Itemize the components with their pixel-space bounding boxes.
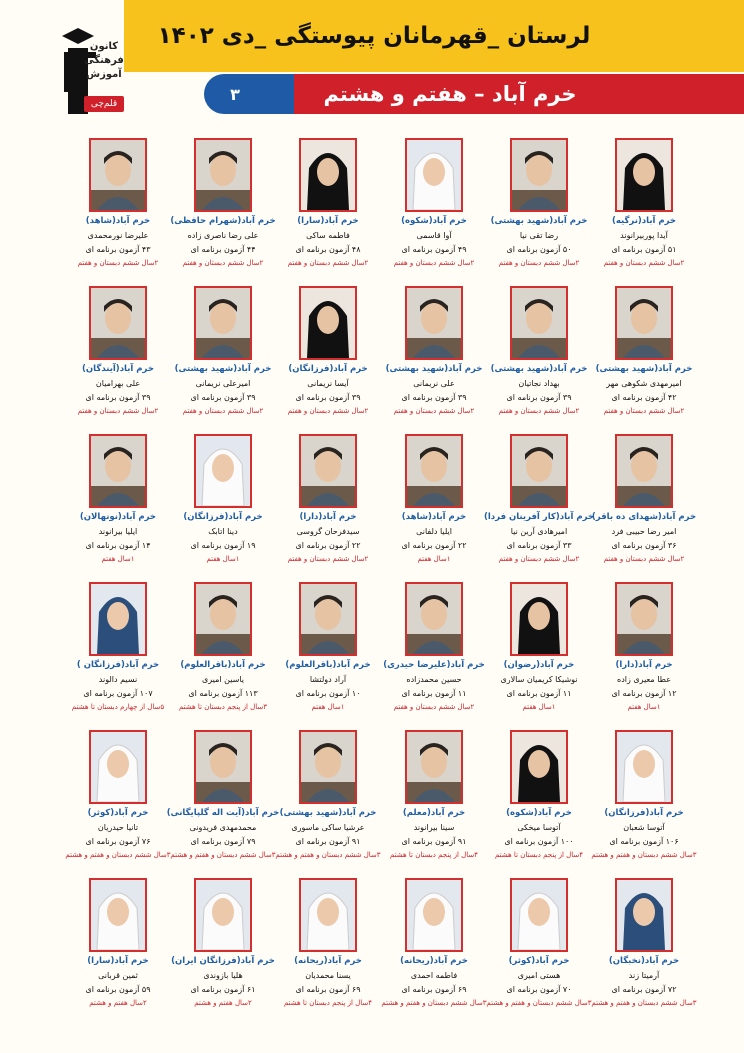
page-number: ۳ — [230, 84, 240, 104]
student-photo — [89, 582, 147, 656]
student-name: آیدا پوربیرانوند — [620, 231, 668, 240]
student-photo — [299, 434, 357, 508]
student-years: ۱سال هفتم — [522, 703, 556, 711]
student-tests: ۱۱ آزمون برنامه ای — [506, 689, 572, 698]
student-years: ۳سال ششم دبستان و هفتم و هشتم — [591, 999, 697, 1007]
student-card — [372, 878, 496, 1007]
student-years: ۳سال ششم دبستان و هفتم و هشتم — [170, 851, 276, 859]
student-years: ۱سال هفتم — [101, 555, 135, 563]
student-name: هلیا بازوندی — [203, 971, 243, 980]
student-photo — [194, 878, 252, 952]
student-years: ۲سال ششم دبستان و هفتم — [498, 259, 580, 267]
student-years: ۲سال ششم دبستان و هفتم — [393, 407, 475, 415]
student-years: ۲سال ششم دبستان و هفتم — [603, 407, 685, 415]
student-years: ۲سال ششم دبستان و هفتم — [287, 407, 369, 415]
student-years: ۳سال ششم دبستان و هفتم و هشتم — [381, 999, 487, 1007]
logo-text: کانون فرهنگی آموزش — [84, 41, 124, 80]
student-tests: ۴۲ آزمون برنامه ای — [611, 393, 677, 402]
student-photo — [615, 730, 673, 804]
student-tests: ۱۱ آزمون برنامه ای — [401, 689, 467, 698]
student-photo — [89, 286, 147, 360]
student-branch: خرم آباد(نخبگان) — [608, 956, 680, 966]
student-tests: ۴۹ آزمون برنامه ای — [401, 245, 467, 254]
student-photo — [299, 582, 357, 656]
student-name: امیرعلی نریمانی — [195, 379, 251, 388]
student-years: ۴سال از پنجم دبستان تا هشتم — [389, 851, 479, 859]
student-years: ۲سال ششم دبستان و هفتم — [182, 407, 264, 415]
student-tests: ۳۹ آزمون برنامه ای — [85, 393, 151, 402]
student-card — [56, 434, 180, 563]
student-branch: خرم آباد(فرزانگان) — [288, 364, 368, 374]
student-years: ۳سال ششم دبستان و هفتم و هشتم — [65, 851, 171, 859]
student-photo — [299, 730, 357, 804]
student-card — [56, 878, 180, 1007]
student-name: آیسا نریمانی — [307, 379, 349, 388]
student-years: ۲سال ششم دبستان و هفتم — [77, 259, 159, 267]
student-years: ۲سال ششم دبستان و هفتم — [393, 703, 475, 711]
student-card — [372, 286, 496, 415]
student-years: ۲سال ششم دبستان و هفتم — [393, 259, 475, 267]
student-photo — [299, 878, 357, 952]
student-photo — [510, 138, 568, 212]
student-card — [372, 138, 496, 267]
student-branch: خرم آباد(شاهد) — [401, 512, 467, 522]
student-photo — [615, 878, 673, 952]
student-branch: خرم آباد(ریحانه) — [294, 956, 362, 966]
student-tests: ۵۹ آزمون برنامه ای — [85, 985, 151, 994]
student-photo — [405, 138, 463, 212]
student-branch: خرم آباد(شهید بهشتی) — [279, 808, 377, 818]
student-years: ۲سال ششم دبستان و هفتم — [498, 555, 580, 563]
student-card — [56, 286, 180, 415]
student-branch: خرم آباد(شکوه) — [401, 216, 467, 226]
student-tests: ۱۰ آزمون برنامه ای — [295, 689, 361, 698]
student-years: ۲سال ششم دبستان و هفتم — [287, 555, 369, 563]
student-tests: ۴۴ آزمون برنامه ای — [190, 245, 256, 254]
student-name: علی نریمانی — [413, 379, 455, 388]
student-tests: ۳۹ آزمون برنامه ای — [506, 393, 572, 402]
student-years: ۴سال از پنجم دبستان تا هشتم — [283, 999, 373, 1007]
student-branch: خرم آباد(معلم) — [402, 808, 466, 818]
student-branch: خرم آباد(شهید بهشتی) — [595, 364, 693, 374]
student-photo — [405, 582, 463, 656]
student-name: تانیا حیدریان — [97, 823, 139, 832]
student-branch: خرم آباد(علیرضا حیدری) — [383, 660, 485, 670]
student-photo — [510, 434, 568, 508]
student-years: ۲سال ششم دبستان و هفتم — [182, 259, 264, 267]
student-name: یاسین امیری — [201, 675, 244, 684]
student-years: ۱سال هفتم — [417, 555, 451, 563]
student-name: هستی امیری — [517, 971, 561, 980]
student-photo — [194, 286, 252, 360]
student-branch: خرم آباد(ریحانه) — [400, 956, 468, 966]
student-tests: ۱۰۶ آزمون برنامه ای — [609, 837, 679, 846]
student-tests: ۱۱۳ آزمون برنامه ای — [188, 689, 258, 698]
student-branch: خرم آباد(رضوان) — [503, 660, 575, 670]
student-branch: خرم آباد(کار آفرینان فردا) — [484, 512, 594, 522]
page-title: لرستان _قهرمانان پیوستگی _دی ۱۴۰۲ — [157, 23, 591, 49]
student-branch: خرم آباد(شکوه) — [506, 808, 572, 818]
student-photo — [615, 286, 673, 360]
student-photo — [405, 878, 463, 952]
student-tests: ۲۲ آزمون برنامه ای — [401, 541, 467, 550]
student-branch: خرم آباد(شهید بهشتی) — [490, 216, 588, 226]
student-name: محمدمهدی فریدونی — [189, 823, 257, 832]
student-years: ۳سال از پنجم دبستان تا هشتم — [178, 703, 268, 711]
student-branch: خرم آباد(سارا) — [297, 216, 359, 226]
student-photo — [299, 286, 357, 360]
student-years: ۵سال از چهارم دبستان تا هشتم — [71, 703, 165, 711]
student-tests: ۳۹ آزمون برنامه ای — [190, 393, 256, 402]
student-photo — [510, 286, 568, 360]
student-tests: ۹۱ آزمون برنامه ای — [295, 837, 361, 846]
student-branch: خرم آباد(فرزانگان) — [183, 512, 263, 522]
student-name: ایلیا دلفانی — [416, 527, 452, 536]
student-branch: خرم آباد(فرزانگان ایران) — [171, 956, 275, 966]
student-name: آراد دولتشا — [309, 675, 347, 684]
student-tests: ۳۹ آزمون برنامه ای — [401, 393, 467, 402]
student-photo — [89, 434, 147, 508]
student-name: سینا بیرانوند — [413, 823, 455, 832]
student-name: ثمین قربانی — [98, 971, 138, 980]
student-name: امیرهادی آرین نیا — [510, 527, 568, 536]
student-photo — [405, 730, 463, 804]
logo-badge: قلم‌چی — [84, 96, 124, 112]
student-name: عرشیا ساکی ماسوری — [291, 823, 365, 832]
student-tests: ۵۱ آزمون برنامه ای — [611, 245, 677, 254]
student-tests: ۱۲ آزمون برنامه ای — [611, 689, 677, 698]
student-years: ۲سال ششم دبستان و هفتم — [287, 259, 369, 267]
student-branch: خرم آباد(کوثر) — [508, 956, 570, 966]
student-branch: خرم آباد(شهید بهشتی) — [385, 364, 483, 374]
student-photo — [405, 286, 463, 360]
student-years: ۲سال هفتم و هشتم — [194, 999, 252, 1007]
student-name: امیرمهدی شکوهی مهر — [606, 379, 682, 388]
student-card — [372, 730, 496, 859]
student-tests: ۷۹ آزمون برنامه ای — [190, 837, 256, 846]
student-name: فاطمه احمدی — [410, 971, 458, 980]
student-name: علی بهرامیان — [95, 379, 141, 388]
student-branch: خرم آباد(باقرالعلوم) — [180, 660, 266, 670]
student-branch: خرم آباد(شهرام حافظی) — [170, 216, 276, 226]
student-branch: خرم آباد(دارا) — [615, 660, 673, 670]
student-years: ۲سال ششم دبستان و هفتم — [603, 259, 685, 267]
student-tests: ۷۶ آزمون برنامه ای — [85, 837, 151, 846]
student-name: امیر رضا حبیبی فرد — [611, 527, 677, 536]
student-name: حسین محمدزاده — [406, 675, 462, 684]
student-photo — [405, 434, 463, 508]
student-photo — [510, 730, 568, 804]
student-branch: خرم آباد(نرگیه) — [611, 216, 677, 226]
student-name: فاطمه ساکی — [306, 231, 350, 240]
student-tests: ۳۶ آزمون برنامه ای — [611, 541, 677, 550]
student-tests: ۷۰ آزمون برنامه ای — [506, 985, 572, 994]
student-branch: خرم آباد(شاهد) — [85, 216, 151, 226]
student-tests: ۵۰ آزمون برنامه ای — [506, 245, 572, 254]
student-name: آتوسا میخکی — [517, 823, 561, 832]
student-photo — [615, 434, 673, 508]
student-name: علیرضا نورمحمدی — [87, 231, 149, 240]
student-tests: ۱۴ آزمون برنامه ای — [85, 541, 151, 550]
student-branch: خرم آباد(سارا) — [87, 956, 149, 966]
student-tests: ۱۰۰ آزمون برنامه ای — [504, 837, 574, 846]
student-years: ۱سال هفتم — [206, 555, 240, 563]
student-tests: ۷۲ آزمون برنامه ای — [611, 985, 677, 994]
kanoon-logo — [58, 22, 128, 118]
student-photo — [615, 582, 673, 656]
student-card — [372, 582, 496, 711]
student-tests: ۹۱ آزمون برنامه ای — [401, 837, 467, 846]
student-photo — [194, 138, 252, 212]
student-card — [56, 730, 180, 859]
student-name: سیدفرحان گروسی — [296, 527, 360, 536]
student-photo — [615, 138, 673, 212]
student-photo — [510, 878, 568, 952]
student-name: عطا معیری زاده — [617, 675, 671, 684]
student-years: ۳سال ششم دبستان و هفتم و هشتم — [591, 851, 697, 859]
student-years: ۲سال ششم دبستان و هفتم — [498, 407, 580, 415]
student-photo — [510, 582, 568, 656]
student-tests: ۱۰۷ آزمون برنامه ای — [83, 689, 153, 698]
student-branch: خرم آباد(باقرالعلوم) — [285, 660, 371, 670]
student-card — [56, 582, 180, 711]
student-branch: خرم آباد(آیندگان) — [82, 364, 154, 374]
student-tests: ۶۹ آزمون برنامه ای — [401, 985, 467, 994]
student-tests: ۳۹ آزمون برنامه ای — [295, 393, 361, 402]
student-years: ۳سال ششم دبستان و هفتم و هشتم — [486, 999, 592, 1007]
student-tests: ۱۹ آزمون برنامه ای — [190, 541, 256, 550]
student-branch: خرم آباد(شهدای ده باقر) — [591, 512, 697, 522]
student-card — [372, 434, 496, 563]
student-photo — [89, 878, 147, 952]
page-subtitle: خرم آباد – هفتم و هشتم — [323, 82, 577, 106]
student-branch: خرم آباد(شهید بهشتی) — [174, 364, 272, 374]
student-branch: خرم آباد(فرزانگان) — [604, 808, 684, 818]
student-years: ۲سال ششم دبستان و هفتم — [603, 555, 685, 563]
student-years: ۲سال هفتم و هشتم — [89, 999, 147, 1007]
student-photo — [194, 434, 252, 508]
student-tests: ۶۹ آزمون برنامه ای — [295, 985, 361, 994]
student-branch: خرم آباد(نونهالان) — [79, 512, 157, 522]
student-name: دینا اتابک — [208, 527, 238, 536]
student-tests: ۲۲ آزمون برنامه ای — [295, 541, 361, 550]
student-photo — [194, 582, 252, 656]
student-photo — [194, 730, 252, 804]
student-name: نوشیکا کریمیان سالاری — [500, 675, 578, 684]
student-name: رضا تقی نیا — [519, 231, 559, 240]
student-years: ۴سال از پنجم دبستان تا هشتم — [494, 851, 584, 859]
student-name: ایلیا بیرانوند — [98, 527, 138, 536]
student-card — [56, 138, 180, 267]
student-photo — [299, 138, 357, 212]
student-years: ۱سال هفتم — [627, 703, 661, 711]
student-years: ۳سال ششم دبستان و هفتم و هشتم — [275, 851, 381, 859]
student-tests: ۴۳ آزمون برنامه ای — [85, 245, 151, 254]
student-name: آتوسا شعبان — [623, 823, 665, 832]
student-name: یسنا محمدیان — [305, 971, 351, 980]
student-branch: خرم آباد(فرزانگان ) — [76, 660, 160, 670]
student-name: آرمیتا زند — [628, 971, 660, 980]
student-name: بهداد نجاتیان — [518, 379, 560, 388]
student-branch: خرم آباد(دارا) — [299, 512, 357, 522]
student-branch: خرم آباد(آیت اله گلپایگانی) — [166, 808, 280, 818]
student-name: آوا قاسمی — [416, 231, 452, 240]
student-branch: خرم آباد(شهید بهشتی) — [490, 364, 588, 374]
student-years: ۱سال هفتم — [311, 703, 345, 711]
student-tests: ۶۱ آزمون برنامه ای — [190, 985, 256, 994]
student-name: نسیم دالوند — [98, 675, 138, 684]
student-tests: ۴۸ آزمون برنامه ای — [295, 245, 361, 254]
student-years: ۲سال ششم دبستان و هفتم — [77, 407, 159, 415]
student-tests: ۳۳ آزمون برنامه ای — [506, 541, 572, 550]
student-branch: خرم آباد(کوثر) — [87, 808, 149, 818]
student-photo — [89, 730, 147, 804]
student-photo — [89, 138, 147, 212]
student-name: علی رضا ناصری زاده — [187, 231, 259, 240]
